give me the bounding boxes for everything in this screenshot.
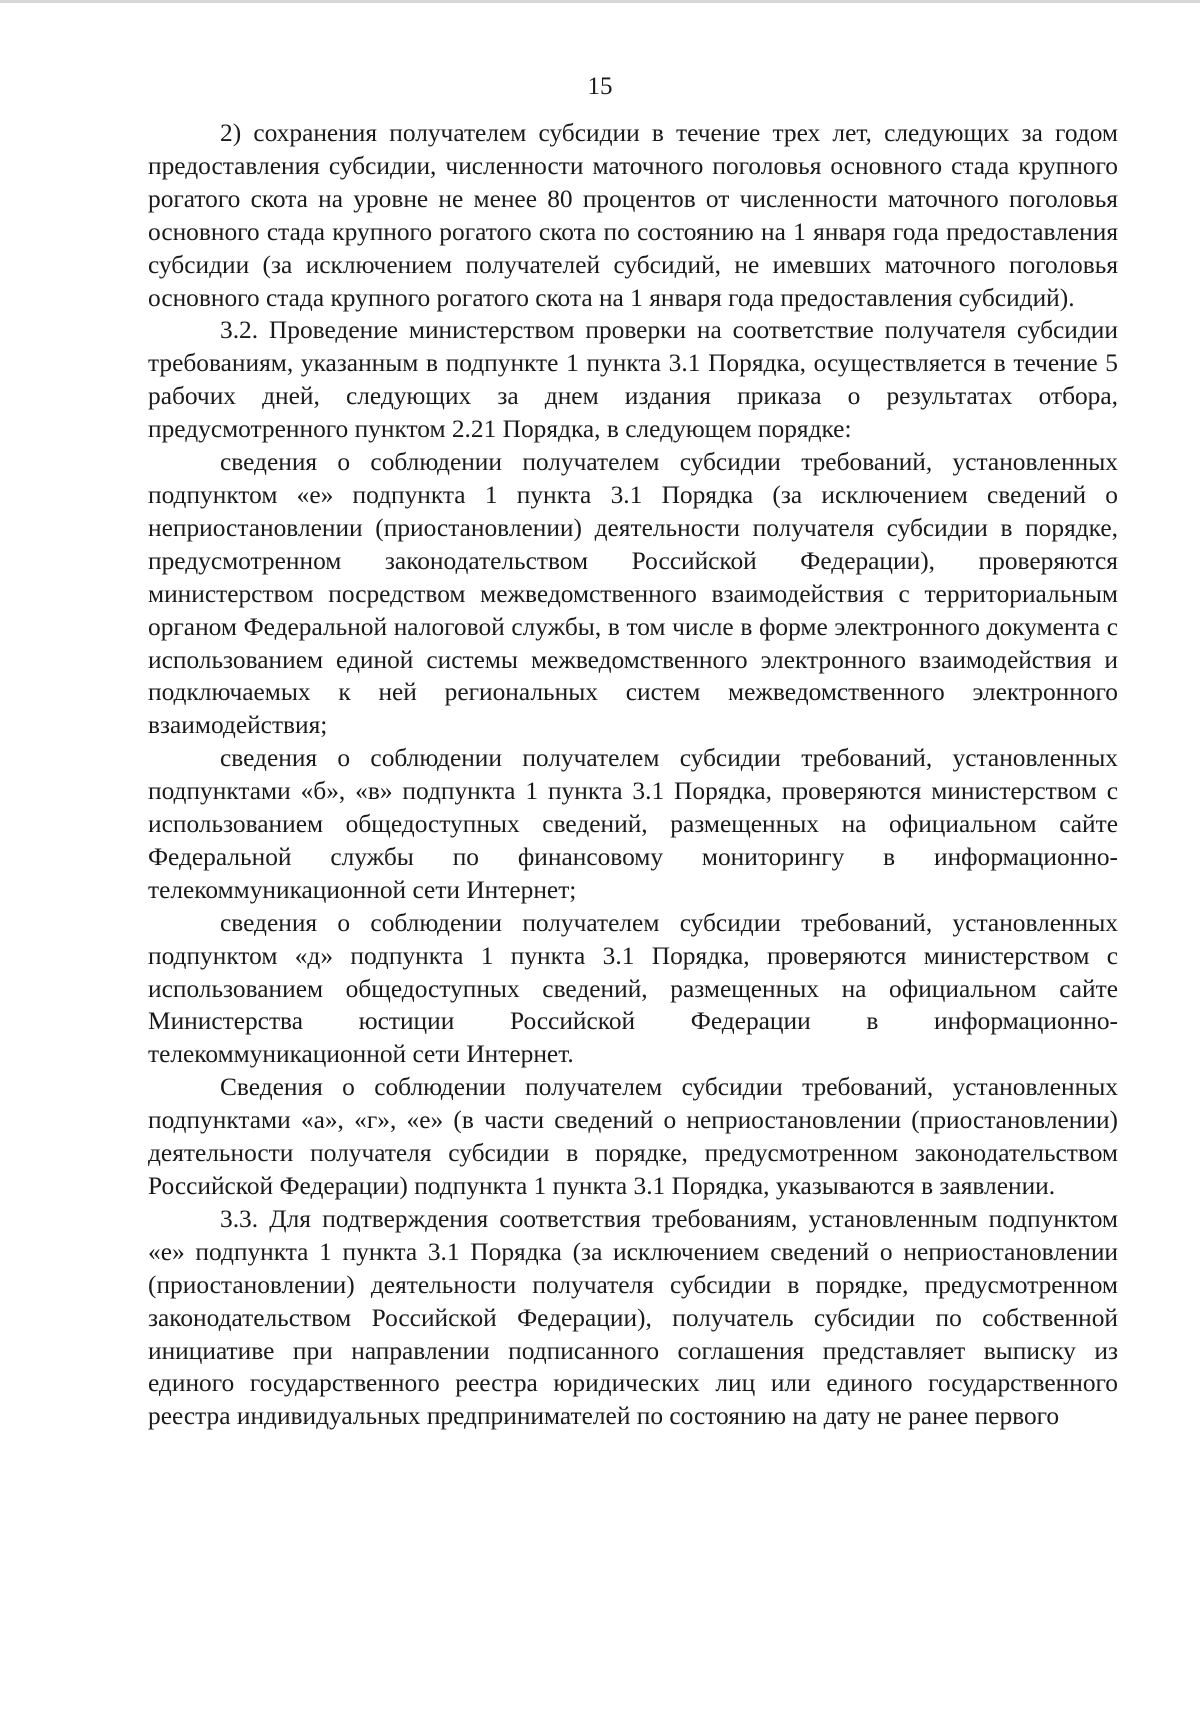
document-body [148, 117, 1118, 1433]
paragraph-justice-ministry-check: сведения о соблюдении получателем субсидии требований, установленных подпунктом «д» подпункта 1 пункта 3.1 Порядка, проверяются министерством с использованием общедоступных сведений, размещенных на официальном сайте Министерства юстиции Российской Федерации в информационно-телекоммуникационной сети Интернет. [148, 908, 1118, 1069]
paragraph-application-statement: Сведения о соблюдении получателем субсидии требований, установленных подпунктами «а», «г», «е» (в части сведений о неприостановлении (приостановлении) деятельности получателя субсидии в порядке, предусмотренном законодательством Российской Федерации) подпункта 1 пункта 3.1 Порядка, указываются в заявлении. [148, 1073, 1118, 1200]
paragraph-item-2: 2) сохранения получателем субсидии в течение трех лет, следующих за годом предоставления субсидии, численности маточного поголовья основного стада крупного рогатого скота на уровне не менее 80 процентов от численности маточного поголовья основного стада крупного рогатого скота по состоянию на 1 января года предоставления субсидии (за исключением получателей субсидий, не имевших маточного поголовья основного стада крупного рогатого скота на 1 января года предоставления субсидий). [148, 119, 1118, 312]
paragraph-tax-service-check: сведения о соблюдении получателем субсидии требований, установленных подпунктом «е» подпункта 1 пункта 3.1 Порядка (за исключением сведений о неприостановлении (приостановлении) деятельности получателя субсидии в порядке, предусмотренном законодательством Российской Федерации), проверяются министерством посредством межведомственного взаимодействия с территориальным органом Федеральной налоговой службы, в том числе в форме электронного документа с использованием единой системы межведомственного электронного взаимодействия и подключаемых к ней региональных систем межведомственного электронного взаимодействия; [148, 448, 1118, 740]
page-top-edge [0, 0, 1200, 3]
paragraph-section-3-2: 3.2. Проведение министерством проверки на соответствие получателя субсидии требованиям, указанным в подпункте 1 пункта 3.1 Порядка, осуществляется в течение 5 рабочих дней, следующих за днем издания приказа о результатах отбора, предусмотренного пунктом 2.21 Порядка, в следующем порядке: [148, 316, 1118, 444]
paragraph-section-3-3: 3.3. Для подтверждения соответствия требованиям, установленным подпунктом «е» подпункта 1 пункта 3.1 Порядка (за исключением сведений о неприостановлении (приостановлении) деятельности получателя субсидии в порядке, предусмотренном законодательством Российской Федерации), получатель субсидии по собственной инициативе при направлении подписанного соглашения представляет выписку из единого государственного реестра юридических лиц или единого государственного реестра индивидуальных предпринимателей по состоянию на дату не ранее первого [148, 1204, 1118, 1431]
page-number: 15 [587, 73, 613, 100]
paragraph-financial-monitoring-check: сведения о соблюдении получателем субсидии требований, установленных подпунктами «б», «в» подпункта 1 пункта 3.1 Порядка, проверяются министерством с использованием общедоступных сведений, размещенных на официальном сайте Федеральной службы по финансовому мониторингу в информационно-телекоммуникационной сети Интернет; [148, 744, 1118, 904]
